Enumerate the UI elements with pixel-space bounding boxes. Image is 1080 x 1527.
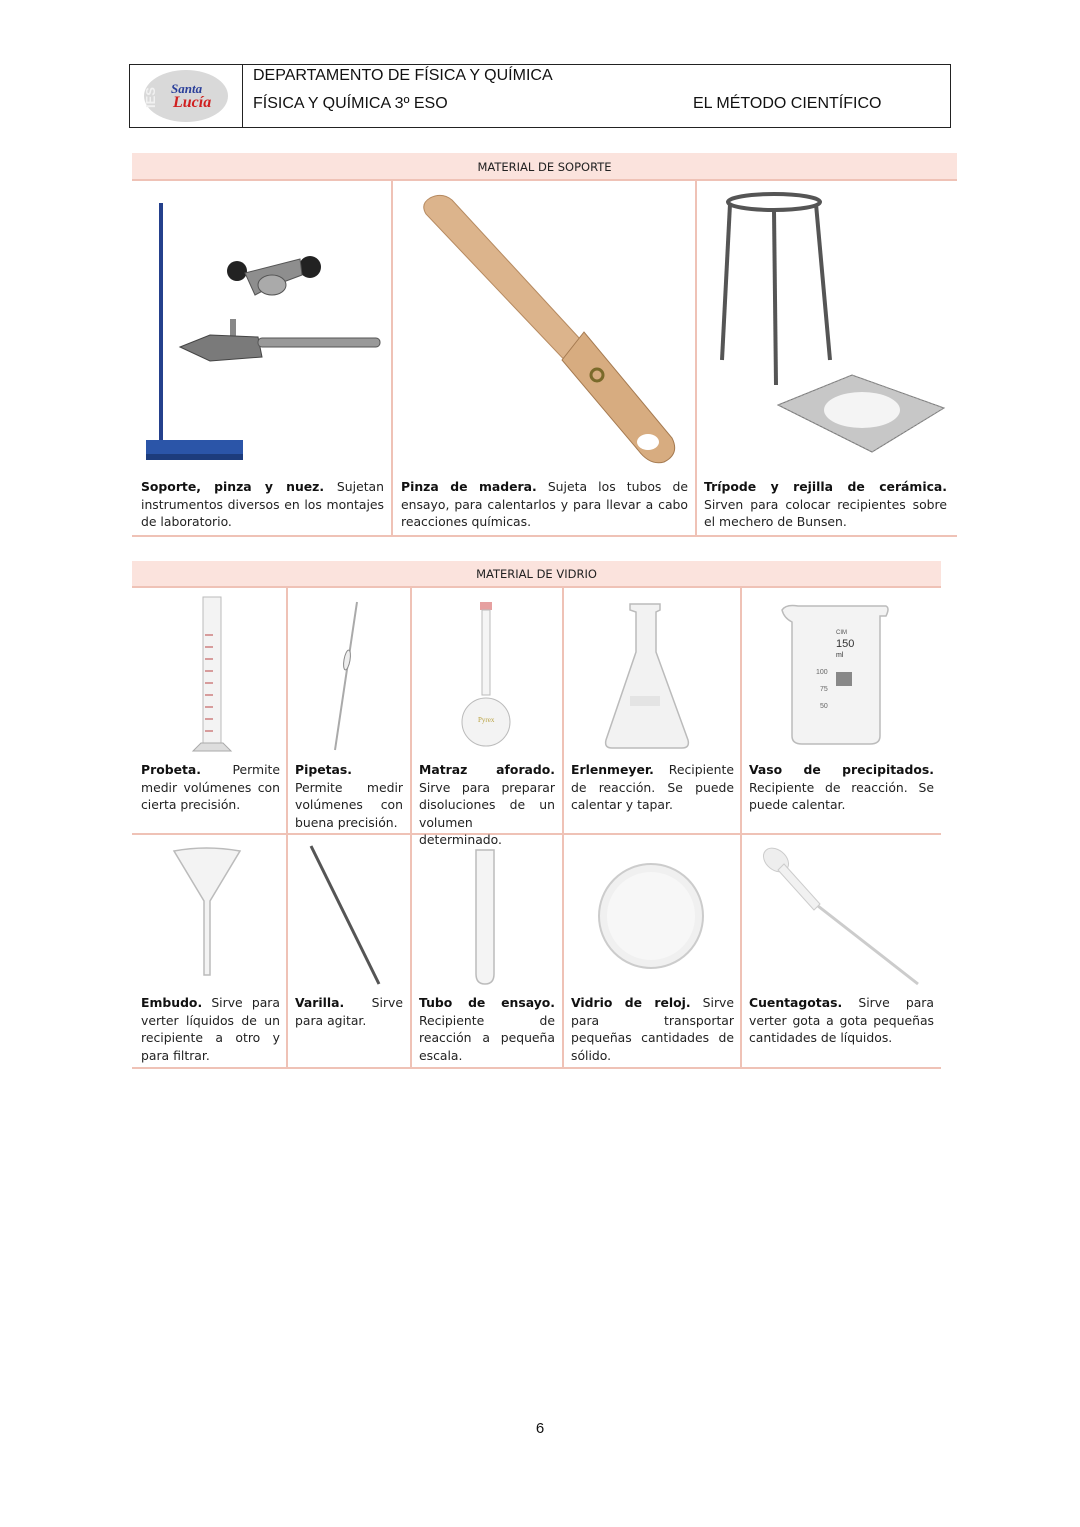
svg-text:Santa: Santa	[171, 81, 203, 96]
erlenmeyer-flask-image	[600, 600, 695, 750]
glass-caption-vaso: Vaso de precipitados. Recipiente de reacción. Se puede calentar.	[749, 762, 934, 812]
beaker-image	[778, 600, 893, 748]
glass-caption-reloj: Vidrio de reloj. Sirve para transportar pequeñas cantidades de sólido.	[571, 995, 734, 1063]
tripod-gauze-image	[712, 190, 952, 465]
svg-text:75: 75	[820, 686, 828, 693]
glass-caption-cuentagotas: Cuentagotas. Sirve para verter gota a gota pequeñas cantidades de líquidos.	[749, 995, 934, 1045]
pipette-image	[325, 598, 365, 753]
page-header	[129, 64, 951, 128]
glass-caption-embudo: Embudo. Sirve para verter líquidos de un recipiente a otro y para filtrar.	[141, 995, 280, 1063]
svg-text:IES: IES	[143, 87, 158, 108]
glass-caption-pipetas: Pipetas. Permite medir volúmenes con buena precisión.	[295, 762, 403, 830]
support-caption-1: Soporte, pinza y nuez. Sujetan instrumentos diversos en los montajes de laboratorio.	[141, 479, 384, 529]
topic-label: EL MÉTODO CIENTÍFICO	[693, 95, 882, 112]
support-stand-image	[140, 195, 385, 465]
department-label: DEPARTAMENTO DE FÍSICA Y QUÍMICA	[253, 67, 553, 84]
glass-caption-varilla: Varilla. Sirve para agitar.	[295, 995, 403, 1028]
svg-text:Pyrex: Pyrex	[478, 716, 495, 724]
test-tube-image	[470, 846, 500, 986]
support-caption-3: Trípode y rejilla de cerámica. Sirven para colocar recipientes sobre el mechero de Bunsen.	[704, 479, 947, 529]
watch-glass-image	[595, 860, 707, 972]
glass-caption-tubo: Tubo de ensayo. Recipiente de reacción a pequeña escala.	[419, 995, 555, 1063]
svg-text:Lucía: Lucía	[173, 94, 212, 111]
funnel-image	[170, 845, 245, 980]
course-label: FÍSICA Y QUÍMICA 3º ESO	[253, 95, 448, 112]
glass-section-title: MATERIAL DE VIDRIO	[132, 561, 941, 588]
support-caption-2: Pinza de madera. Sujeta los tubos de ensayo, para calentarlos y para llevar a cabo reacciones químicas.	[401, 479, 688, 529]
graduated-cylinder-image	[185, 595, 245, 755]
glass-caption-matraz: Matraz aforado. Sirve para preparar disoluciones de un volumen determinado.	[419, 762, 555, 847]
svg-text:ml: ml	[836, 652, 844, 659]
wooden-clamp-image	[412, 190, 682, 470]
glass-caption-erlenmeyer: Erlenmeyer. Recipiente de reacción. Se puede calentar y tapar.	[571, 762, 734, 812]
glass-caption-probeta: Probeta. Permite medir volúmenes con cierta precisión.	[141, 762, 280, 812]
svg-text:CIM: CIM	[836, 630, 847, 636]
stirring-rod-image	[305, 842, 385, 987]
dropper-image	[758, 842, 923, 987]
svg-text:50: 50	[820, 703, 828, 710]
page-number: 6	[535, 1420, 545, 1437]
school-logo	[130, 65, 243, 127]
volumetric-flask-image	[460, 600, 515, 750]
svg-text:150: 150	[836, 638, 855, 650]
support-section-title: MATERIAL DE SOPORTE	[132, 153, 957, 181]
svg-text:100: 100	[816, 669, 828, 676]
